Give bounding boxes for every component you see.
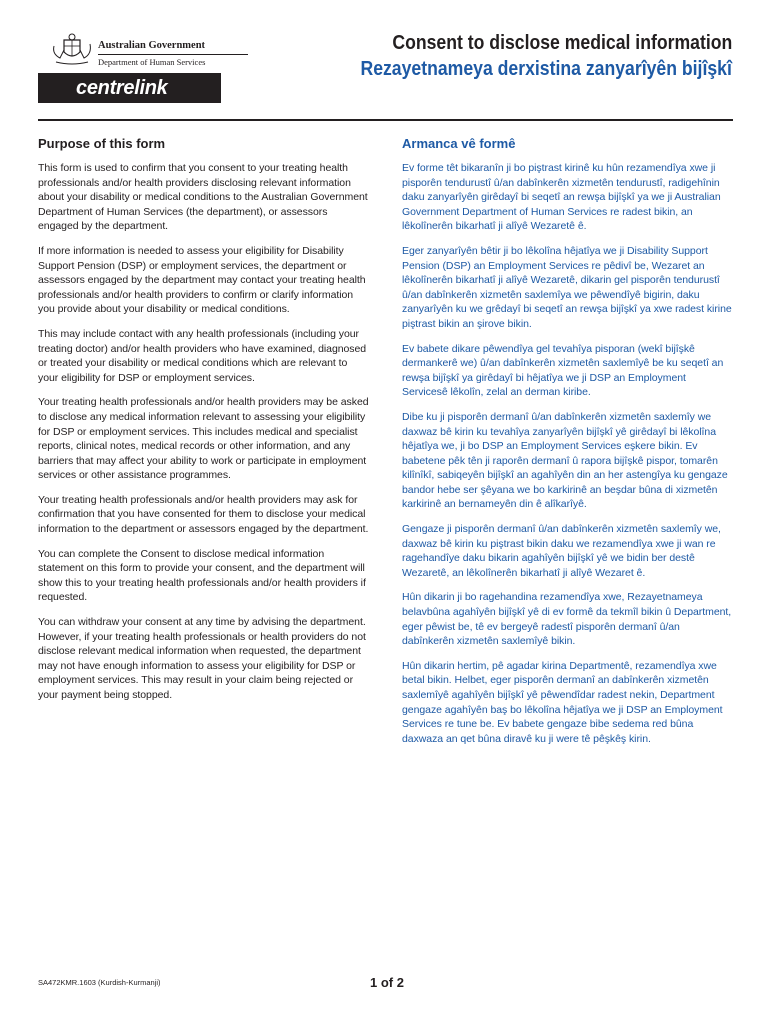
centrelink-brand: centrelink (38, 73, 221, 103)
form-code: SA472KMR.1603 (Kurdish-Kurmanji) (38, 978, 161, 987)
coat-of-arms-icon (50, 32, 94, 68)
paragraph: This may include contact with any health professionals (including your treating doctor) and/or health providers who have examined, diagnosed or treated your disability or medical conditions which are relevant to your eligibility for DSP or employment services. (38, 327, 367, 384)
english-column (38, 136, 370, 713)
paragraph: Eger zanyarîyên bêtir ji bo lêkolîna hêjatîya we ji Disability Support Pension (DSP) an Employment Services re pêdivî be, Wezaret an lêkolînerên bikarhatî ji alîyê Wezaretê, dikarin gel pisporên tendurustî û/an dabînkerên xizmetên saxlemîya we pêwendîyê bigirin, daku zanyarîyên ku we grêdayî bi seqetî an rewşa bijîşkî ya xwe radest kirine piştrast bikin an şirove bikin. (402, 244, 732, 330)
section-heading-english: Purpose of this form (38, 136, 166, 151)
paragraph: You can complete the Consent to disclose medical information statement on this form to provide your consent, and the department will show this to your treating health professionals and/or health providers if requested. (38, 547, 366, 604)
page-title-kurdish: Rezayetnameya derxistina zanyarîyên bijîşkî (360, 57, 732, 80)
paragraph: Hûn dikarin hertim, pê agadar kirina Departmentê, rezamendîya xwe betal bikin. Helbet, eger pisporên dermanî an dabînkerên xizmetên saxlemîyê agahîyên bijîşkî yê pêwendîdar radest nekin, Department gengaze agahîyên baş bo lêkolîna hêjatîya we ji DSP an Employment Services re tune be. Ev babete gengaze bibe sedema red bûna daxwaza an qet bûna diravê ku ji were tê pêşkêş kirin. (402, 659, 723, 745)
paragraph: Gengaze ji pisporên dermanî û/an dabînkerên xizmetên saxlemîy we, daxwaz bê kirin ku piştrast bikin daku we rezamendîya xwe ji wan re ragehandîye daku bikarin agahîyên bijîşkî yê we bidin ber destê Wezaretê, an lêkolînerên bikarhatî ji alîyê Wezaret ê. (402, 523, 721, 579)
paragraph: If more information is needed to assess your eligibility for Disability Support Pension (DSP) or employment services, the department or assessors engaged by the department may contact your treating health professionals and/or health providers to confirm or clarify information you provide about your disability or medical conditions. (38, 244, 366, 316)
page-number: 1 of 2 (370, 975, 404, 990)
org-name: Australian Government (98, 40, 206, 51)
paragraph: This form is used to confirm that you consent to your treating health professionals and/or health providers disclosing relevant information about your disability or medical conditions to the Australian Government Department of Human Services (the department), or assessors engaged by the department. (38, 162, 368, 233)
paragraph: Your treating health professionals and/or health providers may ask for confirmation that you have consented for them to disclose your medical information to the department or assessors engaged by the department. (38, 493, 369, 536)
paragraph: Ev babete dikare pêwendîya gel tevahîya pisporan (wekî bijîşkê dermankerê we) û/an dabînkerên xizmetên saxlemîyê be ku seqetî an rewşa bijîşkî ya girêdayî bi hêjatîya we ji DSP an Employment Servicesê lêkolîn, zelal an derman kiribe. (402, 342, 724, 399)
paragraph: Ev forme têt bikaranîn ji bo piştrast kirinê ku hûn rezamendîya xwe ji pisporên tendurustî û/an dabînkerên xizmetên tendurustî, radigehînin daku zanyarîyên girêdayî bi seqetî an rewşa bijîşkî ya we ji Australian Government Department of Human Services re radest bikin, an lêkolînerên bikarhatî ji alîyê Wezaretê ê. (402, 162, 721, 233)
page-title-english: Consent to disclose medical information (392, 31, 732, 54)
section-heading-kurdish: Armanca vê formê (402, 136, 516, 151)
paragraph: Dibe ku ji pisporên dermanî û/an dabînkerên xizmetên saxlemîy we daxwaz bê kirin ku tevahîya zanyarîyên bijîşkî yê girêdayî bi lêkolîna hêjatîya we, ji bo DSP an Employment Services eşkere bikin. Ev babetene pêk tên ji raporên dermanî û rapora bijîşkê pispor, tomarên kilînîkî, sabiqeyên bijîşkî an agahîyên din an her astengîya ku gengaze bandor hebe ser şêyana we bo karkirinê an beşdar bûna di xizmetên karkirinê an bernameyên din ê alîkarîyê. (402, 410, 728, 511)
paragraph: You can withdraw your consent at any time by advising the department. However, if your treating health professionals or health providers do not disclose relevant medical information when requested, the department may not have enough information to assess your eligibility for DSP or employment services. This may result in your claim being rejected or your payment being stopped. (38, 616, 366, 701)
org-divider (98, 54, 248, 55)
header-divider (38, 119, 733, 121)
paragraph: Your treating health professionals and/or health providers may be asked to disclose any medical information relevant to assessing your eligibility for DSP or employment services. This includes medical and specialist reports, clinical notes, medical records or other information, and any barriers that may affect your ability to work or participate in employment services or other assistance programmes. (38, 396, 369, 482)
paragraph: Hûn dikarin ji bo ragehandina rezamendîya xwe, Rezayetnameya belavbûna agahîyên bijîşkî yê di ev formê da tekmîl bikin û Department, eger pêwist be, tê ev bergeyê radestî pisporên dermanî û/an dabînkerên xizmetên saxlemîyê bikin. (402, 591, 732, 648)
dept-name: Department of Human Services (98, 57, 206, 67)
kurdish-column (402, 136, 734, 756)
